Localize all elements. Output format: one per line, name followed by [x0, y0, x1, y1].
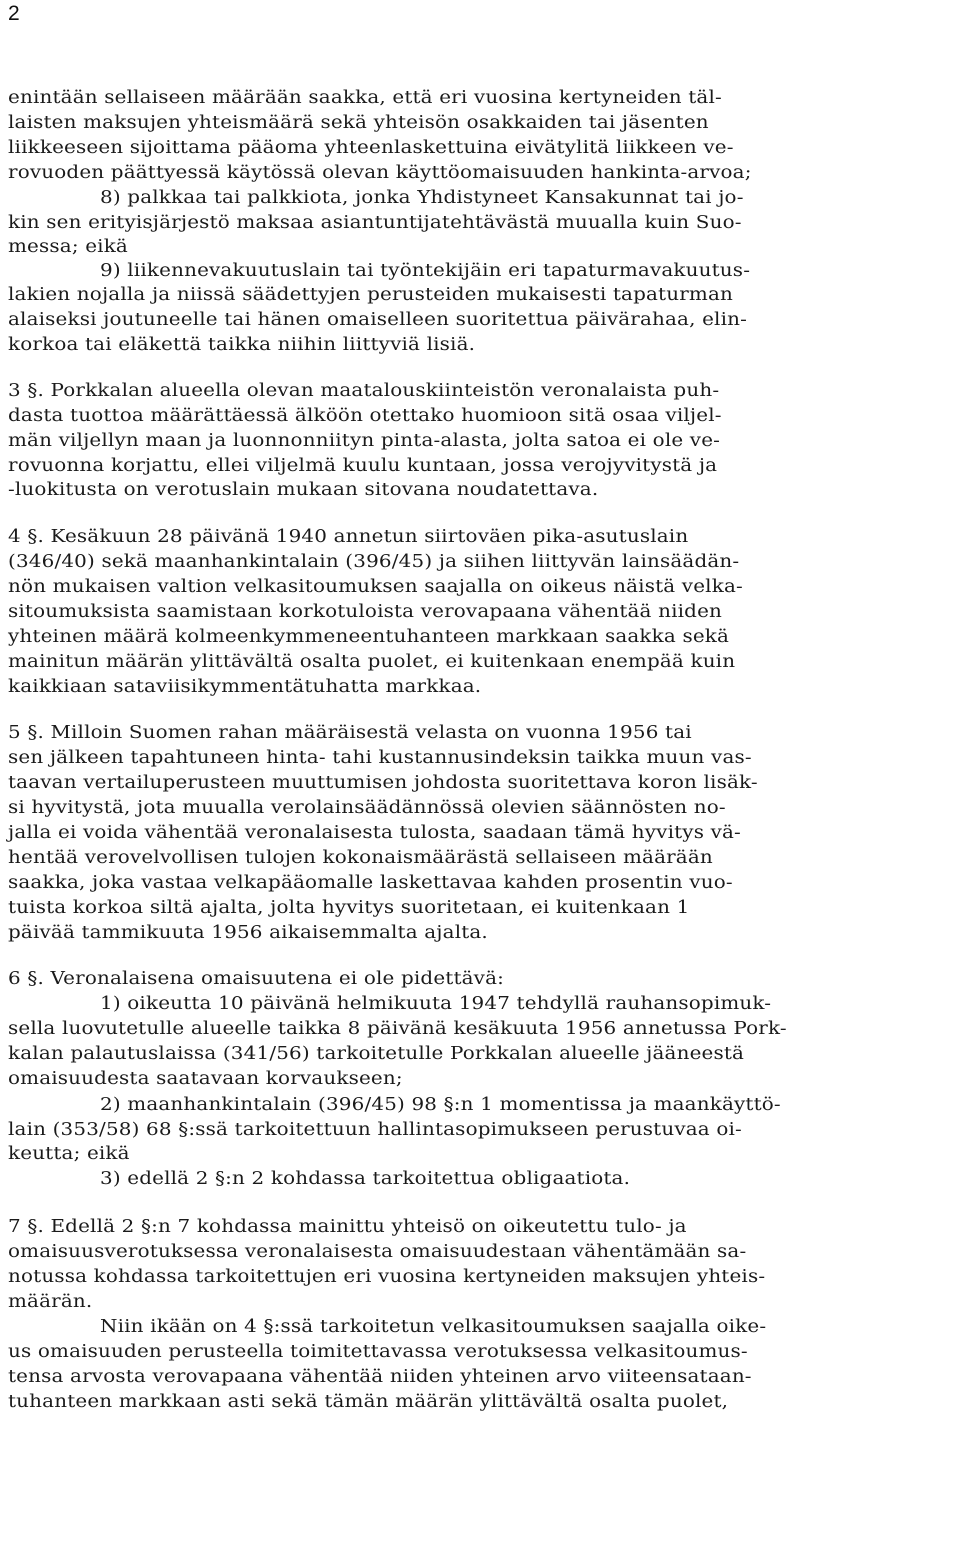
text-line: keutta; eikä	[8, 1143, 130, 1164]
text-line: notussa kohdassa tarkoitettujen eri vuosina kertyneiden maksujen yhteis-	[8, 1266, 766, 1287]
text-line: tuista korkoa siltä ajalta, jolta hyvitys suoritetaan, ei kuitenkaan 1	[8, 897, 690, 918]
text-line: tuhanteen markkaan asti sekä tämän määrän ylittävältä osalta puolet,	[8, 1391, 729, 1412]
text-line: liikkeeseen sijoittama pääoma yhteenlaskettuina eivätylitä liikkeen ve-	[8, 137, 734, 158]
text-line: laisten maksujen yhteismäärä sekä yhteisön osakkaiden tai jäsenten	[8, 112, 709, 133]
text-line: us omaisuuden perusteella toimitettavassa verotuksessa velkasitoumus-	[8, 1341, 748, 1362]
text-line: kaikkiaan sataviisikymmentätuhatta markkaa.	[8, 676, 482, 697]
text-line: (346/40) sekä maanhankintalain (396/45) ja siihen liittyvän lainsäädän-	[8, 551, 740, 572]
text-line: 9) liikennevakuutuslain tai työntekijäin eri tapaturmavakuutus-	[100, 260, 751, 281]
text-line: kalan palautuslaissa (341/56) tarkoitetulle Porkkalan alueelle jääneestä	[8, 1043, 745, 1064]
text-line: 7 §. Edellä 2 §:n 7 kohdassa mainittu yhteisö on oikeutettu tulo- ja	[8, 1216, 687, 1237]
text-line: dasta tuottoa määrättäessä älköön otettako huomioon sitä osaa viljel-	[8, 405, 722, 426]
text-line: jalla ei voida vähentää veronalaisesta tulosta, saadaan tämä hyvitys vä-	[8, 822, 741, 843]
text-line: si hyvitystä, jota muualla verolainsäädännössä olevien säännösten no-	[8, 797, 726, 818]
text-line: sella luovutetulle alueelle taikka 8 päivänä kesäkuuta 1956 annetussa Pork-	[8, 1018, 787, 1039]
text-line: 6 §. Veronalaisena omaisuutena ei ole pidettävä:	[8, 968, 505, 989]
text-line: yhteinen määrä kolmeenkymmeneentuhanteen markkaan saakka sekä	[8, 626, 730, 647]
text-line: korkoa tai eläkettä taikka niihin liittyviä lisiä.	[8, 334, 476, 355]
text-line: messa; eikä	[8, 236, 128, 257]
text-line: 8) palkkaa tai palkkiota, jonka Yhdistyneet Kansakunnat tai jo-	[100, 187, 744, 208]
text-line: kin sen erityisjärjestö maksaa asiantuntijatehtävästä muualla kuin Suo-	[8, 212, 742, 233]
text-line: 4 §. Kesäkuun 28 päivänä 1940 annetun siirtoväen pika-asutuslain	[8, 526, 689, 547]
text-line: mainitun määrän ylittävältä osalta puolet, ei kuitenkaan enempää kuin	[8, 651, 736, 672]
text-line: omaisuusverotuksessa veronalaisesta omaisuudestaan vähentämään sa-	[8, 1241, 747, 1262]
text-line: alaiseksi joutuneelle tai hänen omaiselleen suoritettua päivärahaa, elin-	[8, 309, 748, 330]
text-line: tensa arvosta verovapaana vähentää niiden yhteinen arvo viiteensataan-	[8, 1366, 752, 1387]
text-line: 5 §. Milloin Suomen rahan määräisestä velasta on vuonna 1956 tai	[8, 722, 692, 743]
text-line: määrän.	[8, 1291, 93, 1312]
text-line: sen jälkeen tapahtuneen hinta- tahi kustannusindeksin taikka muun vas-	[8, 747, 752, 768]
text-line: omaisuudesta saatavaan korvaukseen;	[8, 1068, 403, 1089]
text-line: 2) maanhankintalain (396/45) 98 §:n 1 momentissa ja maankäyttö-	[100, 1094, 781, 1115]
text-line: lain (353/58) 68 §:ssä tarkoitettuun hallintasopimukseen perustuvaa oi-	[8, 1119, 742, 1140]
text-line: män viljellyn maan ja luonnonniityn pinta-alasta, jolta satoa ei ole ve-	[8, 430, 721, 451]
text-line: lakien nojalla ja niissä säädettyjen perusteiden mukaisesti tapaturman	[8, 284, 733, 305]
text-line: 3 §. Porkkalan alueella olevan maatalouskiinteistön veronalaista puh-	[8, 380, 720, 401]
text-line: nön mukaisen valtion velkasitoumuksen saajalla on oikeus näistä velka-	[8, 576, 743, 597]
text-line: rovuonna korjattu, ellei viljelmä kuulu kuntaan, jossa verojyvitystä ja	[8, 455, 718, 476]
text-line: 3) edellä 2 §:n 2 kohdassa tarkoitettua obligaatiota.	[100, 1168, 631, 1189]
text-line: sitoumuksista saamistaan korkotuloista verovapaana vähentää niiden	[8, 601, 723, 622]
text-line: hentää verovelvollisen tulojen kokonaismäärästä sellaiseen määrään	[8, 847, 713, 868]
text-line: Niin ikään on 4 §:ssä tarkoitetun velkasitoumuksen saajalla oike-	[100, 1316, 767, 1337]
text-line: -luokitusta on verotuslain mukaan sitovana noudatettava.	[8, 479, 599, 500]
text-line: 1) oikeutta 10 päivänä helmikuuta 1947 tehdyllä rauhansopimuk-	[100, 993, 772, 1014]
text-line: taavan vertailuperusteen muuttumisen johdosta suoritettava koron lisäk-	[8, 772, 758, 793]
page-number: 2	[8, 2, 20, 25]
text-line: saakka, joka vastaa velkapääomalle laskettavaa kahden prosentin vuo-	[8, 872, 733, 893]
text-line: enintään sellaiseen määrään saakka, että eri vuosina kertyneiden täl-	[8, 87, 722, 108]
text-line: rovuoden päättyessä käytössä olevan käyttöomaisuuden hankinta-arvoa;	[8, 162, 752, 183]
text-line: päivää tammikuuta 1956 aikaisemmalta ajalta.	[8, 922, 488, 943]
